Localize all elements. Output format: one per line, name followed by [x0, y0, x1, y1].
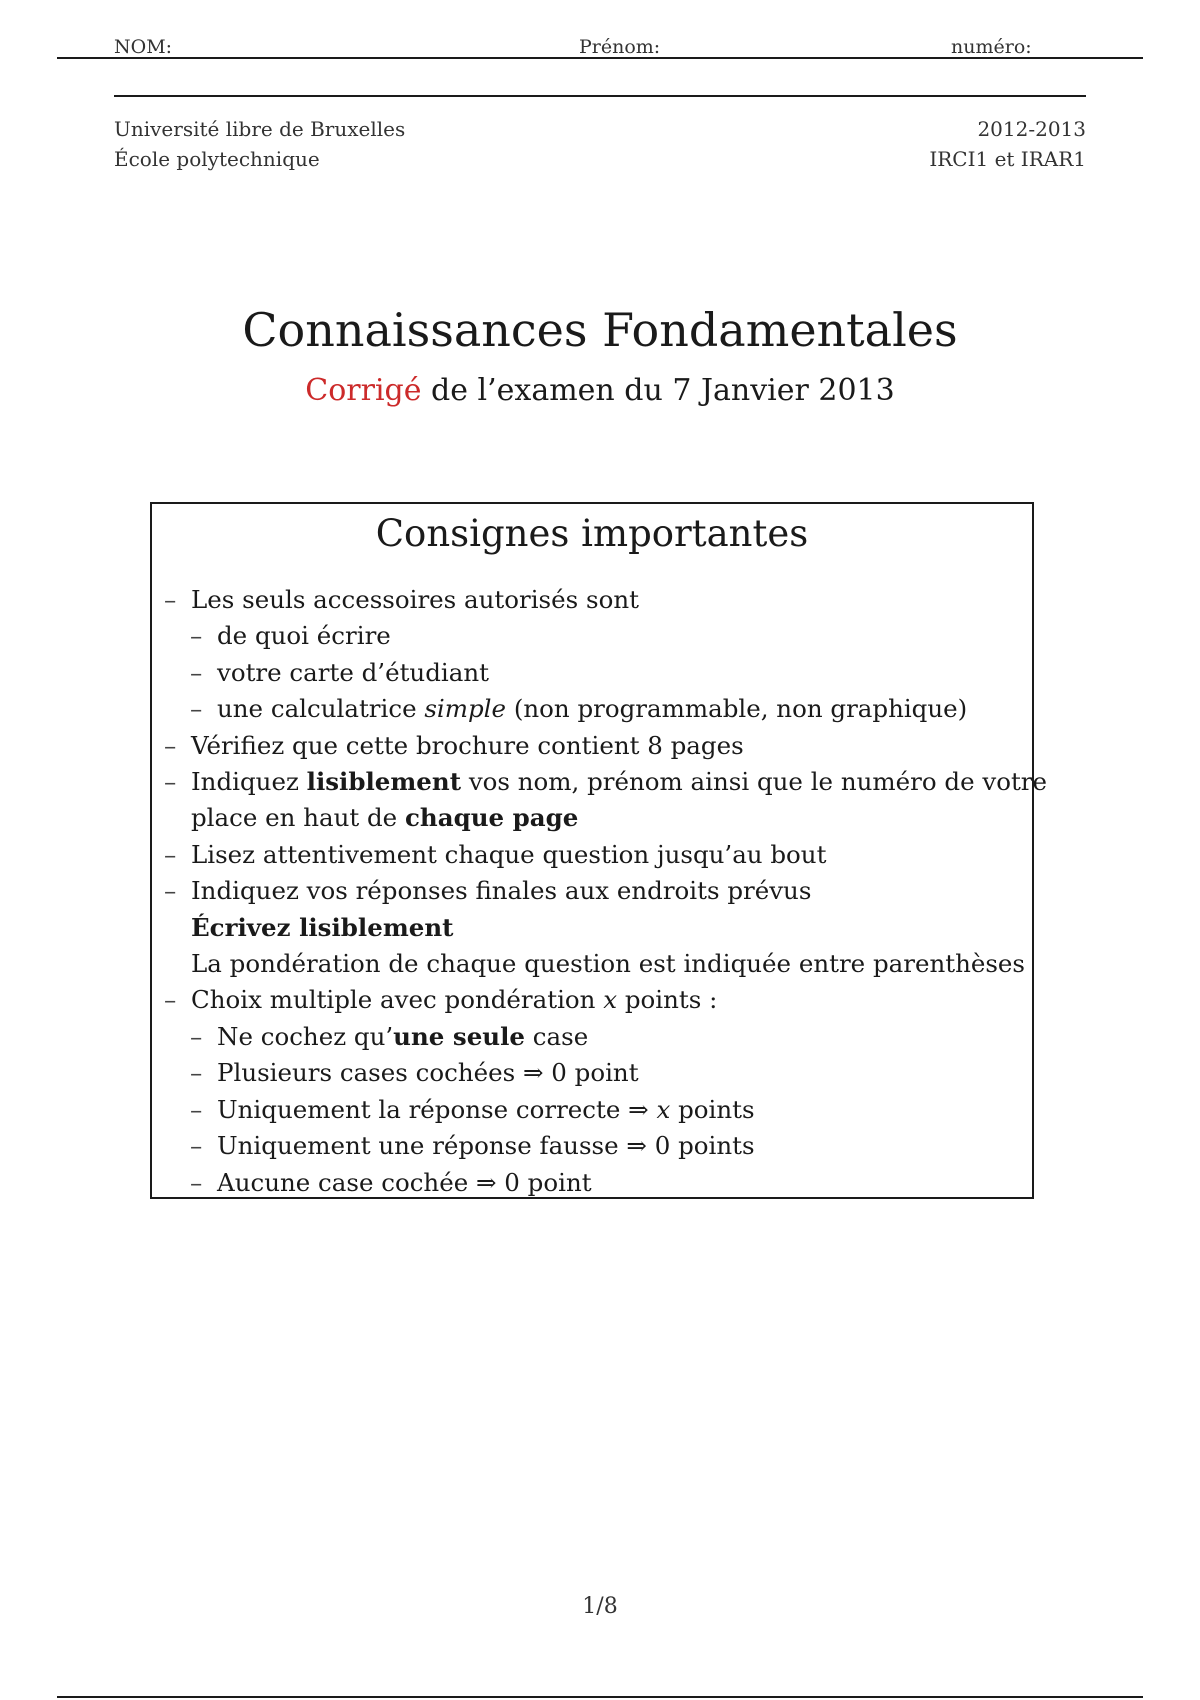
list-item: – Lisez attentivement chaque question jusqu’au bout	[164, 837, 1047, 873]
dash-bullet: –	[164, 767, 177, 797]
list-item-continuation: Écrivez lisiblement	[191, 912, 454, 942]
list-item: – Plusieurs cases cochées ⇒ 0 point	[164, 1055, 1047, 1091]
page-title: Connaissances Fondamentales	[242, 303, 958, 357]
list-item: – Uniquement la réponse correcte ⇒ x points	[164, 1092, 1047, 1128]
dash-bullet: –	[190, 1167, 203, 1197]
footer-rule	[57, 1696, 1143, 1698]
institution-left	[114, 116, 405, 173]
instructions-box	[150, 502, 1047, 1199]
dash-bullet: –	[164, 730, 177, 760]
list-item: – Les seuls accessoires autorisés sont	[164, 582, 1047, 618]
header-rule-second	[114, 95, 1086, 97]
institution-right	[929, 116, 1086, 173]
subtitle-rest: de l’examen du 7 Janvier 2013	[421, 373, 895, 408]
academic-year: 2012-2013	[977, 117, 1086, 141]
university-name: Université libre de Bruxelles	[114, 117, 406, 141]
dash-bullet: –	[164, 985, 177, 1015]
list-item: – Choix multiple avec pondération x points :	[164, 982, 1047, 1018]
numero-label: numéro:	[951, 36, 1032, 58]
page-number: 1/8	[582, 1594, 618, 1619]
list-item: – Vérifiez que cette brochure contient 8 pages	[164, 728, 1047, 764]
program-codes: IRCI1 et IRAR1	[929, 147, 1086, 171]
dash-bullet: –	[190, 621, 203, 651]
list-item: – Indiquez vos réponses finales aux endroits prévus	[164, 873, 1047, 909]
list-item: – Ne cochez qu’une seule case	[164, 1019, 1047, 1055]
dash-bullet: –	[164, 876, 177, 906]
school-name: École polytechnique	[114, 147, 320, 171]
dash-bullet: –	[190, 1058, 203, 1088]
subtitle-highlight: Corrigé	[305, 373, 422, 408]
dash-bullet: –	[190, 657, 203, 687]
prenom-label: Prénom:	[579, 36, 661, 58]
list-item: – votre carte d’étudiant	[164, 655, 1047, 691]
page-subtitle	[0, 373, 1200, 408]
list-item: – une calculatrice simple (non programmable, non graphique)	[164, 691, 1047, 727]
dash-bullet: –	[190, 1021, 203, 1051]
dash-bullet: –	[190, 1094, 203, 1124]
dash-bullet: –	[190, 694, 203, 724]
list-item: – Uniquement une réponse fausse ⇒ 0 points	[164, 1128, 1047, 1164]
list-item: – Indiquez lisiblement vos nom, prénom ainsi que le numéro de votre	[164, 764, 1047, 800]
list-item: – Aucune case cochée ⇒ 0 point	[164, 1165, 1047, 1201]
dash-bullet: –	[164, 839, 177, 869]
list-item-continuation: place en haut de chaque page	[191, 803, 579, 833]
list-item-continuation: La pondération de chaque question est indiquée entre parenthèses	[191, 949, 1025, 979]
list-item: – de quoi écrire	[164, 618, 1047, 654]
nom-label: NOM:	[114, 36, 173, 58]
instructions-heading: Consignes importantes	[375, 512, 809, 555]
dash-bullet: –	[164, 585, 177, 614]
dash-bullet: –	[190, 1131, 203, 1161]
instructions-list	[164, 582, 1047, 1201]
